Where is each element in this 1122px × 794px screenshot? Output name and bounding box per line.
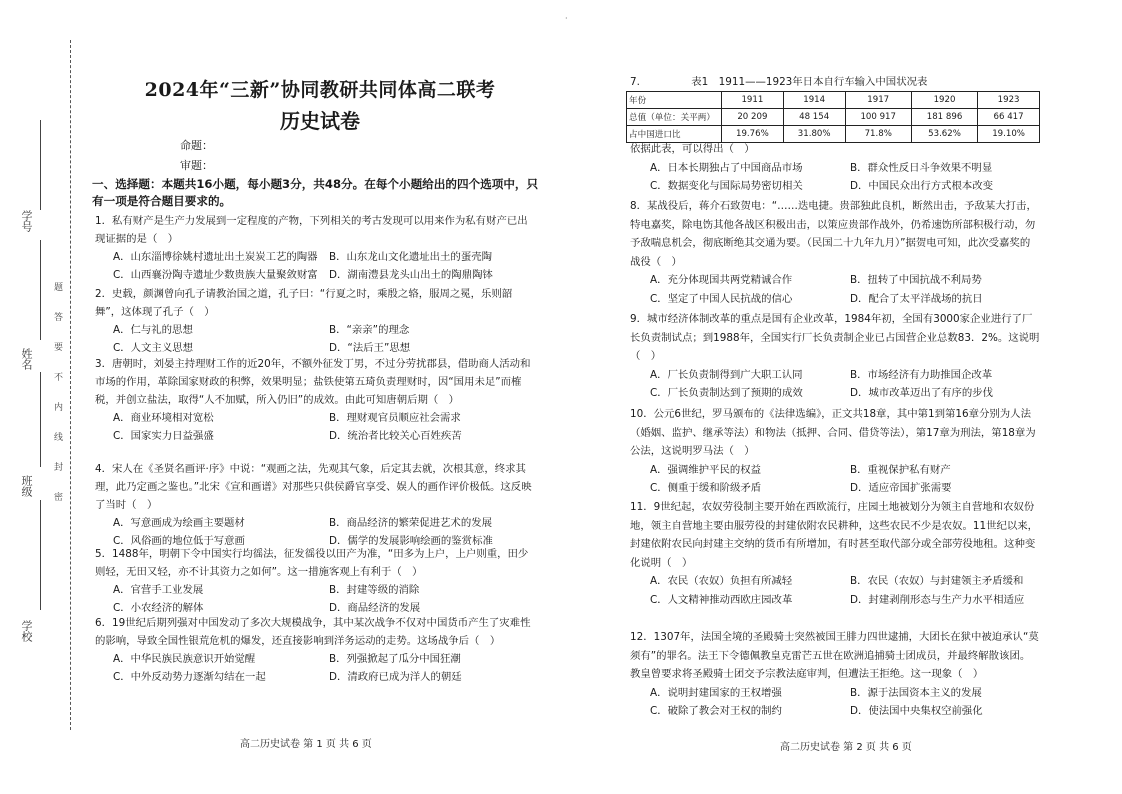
table-cell: 20 209 [722,109,784,126]
table-header-cell: 1923 [978,92,1040,109]
option-d[interactable]: D．中国民众出行方式根本改变 [850,180,994,192]
seal-char: 题 [54,283,64,293]
question-stem: 8．某战役后，蒋介石致贺电：“……迭电捷。贵部独此良机，断然出击，予敌某大打击，特电嘉奖，除电饬其他各战区积极出击，以策应贵部作战外，仍希速饬所部积极行动，勿予敌喘息机会，彻底断绝其交通为要。（民国二十九年九月）”据贺电可知，此次受嘉奖的战役（ ） [630,200,1037,268]
binding-label-class: 班级 [20,475,33,497]
table-cell: 19.10% [978,126,1040,143]
exam-subject: 历史试卷 [280,109,360,133]
option-b[interactable]: B．群众性反日斗争效果不明显 [850,161,993,174]
fill-line-student-id[interactable] [40,120,41,210]
table-header-cell: 1917 [845,92,911,109]
table-cell: 53.62% [911,126,977,143]
table-cell: 100 917 [845,109,911,126]
table-cell: 66 417 [978,109,1040,126]
option-d[interactable]: D．适应帝国扩张需要 [850,482,952,494]
option-a[interactable]: A．充分体现国共两党精诚合作 [650,274,793,286]
question-5 [95,545,535,617]
binding-label-school: 学校 [20,620,33,642]
option-a[interactable]: A．写意画成为绘画主要题材 [113,517,245,529]
option-c[interactable]: C．中外反动势力逐渐勾结在一起 [113,671,266,683]
fill-line-name[interactable] [40,240,41,340]
question-stem: 4．宋人在《圣贤名画评·序》中说：“观画之法，先观其气象，后定其去就，次根其意，终求其理，此乃定画之鉴也。”北宋《宣和画谱》对那些只供侯爵官享受、娱人的画作评价极低。这反映了当时（ ） [95,463,532,511]
seal-char: 封 [54,463,64,473]
option-c[interactable]: C．人文主义思想 [113,342,193,354]
seal-char: 不 [54,373,64,383]
question-stem: 1．私有财产是生产力发展到一定程度的产物，下列相关的考古发现可以用来作为私有财产已出现证据的是（ ） [95,215,528,245]
option-a[interactable]: A．强调维护平民的权益 [650,463,762,476]
question-stem: 3．唐朝时，刘晏主持理财工作的近20年，不额外征发丁男，不过分劳扰郡县，借助商人活动和市场的作用，革除国家财政的积弊，效果明显；盐铁使第五琦负责理财时，因“国用未足”而榷税，并创立盐法，取得“人不加赋，所入仍旧”的成效。由此可知唐朝后期（ ） [95,358,531,406]
option-b[interactable]: B．理财观官员顺应社会需求 [329,412,461,424]
option-d[interactable]: D．城市改革迈出了有序的步伐 [850,387,994,399]
option-b[interactable]: B．“亲亲”的理念 [329,324,410,336]
question-3 [95,355,535,445]
binding-strip [0,0,78,794]
option-d[interactable]: D．商品经济的发展 [329,602,421,614]
table-cell: 48 154 [783,109,845,126]
scan-mark: · [565,14,568,23]
option-d[interactable]: D．使法国中央集权空前强化 [850,705,983,717]
seal-char: 密 [54,493,64,503]
question-8 [630,197,1040,308]
question-number: 7. [630,76,640,88]
reviewer-label: 审题： [180,159,213,172]
table-cell: 181 896 [911,109,977,126]
option-b[interactable]: B．扭转了中国抗战不利局势 [850,274,982,286]
seal-char: 要 [54,343,64,353]
fill-line-school[interactable] [40,500,41,610]
option-d[interactable]: D．“法后王”思想 [329,342,411,354]
fill-line-class[interactable] [40,372,41,467]
option-d[interactable]: D．儒学的发展影响绘画的鉴赏标准 [329,535,493,547]
bicycle-import-table [626,91,1040,143]
option-c[interactable]: C．破除了教会对王权的制约 [650,705,782,717]
question-stem: 5．1488年，明朝下令中国实行均徭法，征发徭役以田产为准，“田多为上户，上户则重，田少则轻，无田又轻，亦不计其资力之如何”。这一措施客观上有利于（ ） [95,548,529,578]
option-c[interactable]: C．山西襄汾陶寺遗址少数贵族大量聚敛财富 [113,269,318,281]
seal-char: 线 [54,433,64,443]
table-header-cell: 1911 [722,92,784,109]
seal-char: 答 [54,313,64,323]
question-stem: 12．1307年，法国全境的圣殿骑士突然被国王腓力四世逮捕，大团长在狱中被迫承认“莫须有”的罪名。法王下令德佩教皇克雷芒五世在欧洲追捕骑士团成员，并最终解散该团。教皇曾要求将圣殿骑士团交予宗教法庭审判，但遭法王拒绝。这一现象（ ） [630,631,1039,680]
option-b[interactable]: B．农民（农奴）与封建领主矛盾缓和 [850,575,1024,587]
table-cell: 71.8% [845,126,911,143]
section-heading: 一、选择题：本题共16小题，每小题3分，共48分。在每个小题给出的四个选项中，只有一项是符合题目要求的。 [92,177,539,208]
question-6 [95,614,535,686]
table-header-row [627,92,1040,109]
question-11 [630,498,1040,609]
option-c[interactable]: C．厂长负责制达到了预期的成效 [650,387,803,399]
option-c[interactable]: C．小农经济的解体 [113,602,204,614]
option-d[interactable]: D．配合了太平洋战场的抗日 [850,292,983,305]
table-row [627,109,1040,126]
option-a[interactable]: A．日本长期独占了中国商品市场 [650,161,803,174]
option-b[interactable]: B．山东龙山文化遗址出土的蛋壳陶 [329,251,492,263]
option-b[interactable]: B．市场经济有力助推国企改革 [850,368,993,381]
question-stem: 2．史载，颜渊曾向孔子请教治国之道，孔子曰：“行夏之时，乘殷之辂，服周之冕，乐则韶舞”，这体现了孔子（ ） [95,288,513,318]
question-stem: 11．9世纪起，农奴劳役制主要开始在西欧流行，庄园土地被划分为领主自营地和农奴份地，领主自营地主要由服劳役的封建依附农民耕种，这些农民不少是农奴。11世纪以来，封建依附农民向封建主交纳的货币有所增加，有时甚至取代部分或全部劳役地租。这种变化说明（ ） [630,501,1039,569]
table-cell: 总值（单位：关平两） [627,109,722,126]
question-stem: 10．公元6世纪，罗马颁布的《法律选编》，正文共18章，其中第1到第16章分别为人法（婚姻、监护、继承等法）和物法（抵押、合同、借贷等法），第17章为刑法，第18章为公法，这说明罗马法（ ） [630,408,1036,457]
option-c[interactable]: C．人文精神推动西欧庄园改革 [650,593,793,606]
option-a[interactable]: A．农民（农奴）负担有所减轻 [650,575,793,587]
option-a[interactable]: A．官营手工业发展 [113,584,204,596]
option-b[interactable]: B．封建等级的消除 [329,584,420,596]
question-9 [630,310,1040,403]
binding-label-name: 姓名 [20,348,33,370]
option-a[interactable]: A．仁与礼的思想 [113,324,193,336]
table-header-cell: 1914 [783,92,845,109]
page-footer: 高二历史试卷 第 1 页 共 6 页 [240,739,372,750]
binding-label-student-id: 学号 [20,210,33,232]
table-cell: 占中国进口比 [627,126,722,143]
option-a[interactable]: A．商业环境相对宽松 [113,412,214,424]
option-c[interactable]: C．国家实力日益强盛 [113,430,214,442]
table-cell: 19.76% [722,126,784,143]
option-a[interactable]: A．厂长负责制得到广大职工认同 [650,368,803,381]
question-stem: 9．城市经济体制改革的重点是国有企业改革，1984年初，全国有3000家企业进行了厂长负责制试点；到1988年，全国实行厂长负责制企业已占国营企业总数83．2%。这说明（ ） [630,313,1040,362]
question-stem: 6．19世纪后期列强对中国发动了多次大规模战争，其中某次战争不仅对中国货币产生了灾难性的影响，导致全国性银荒危机的爆发，还直接影响到洋务运动的走势。这场战争后（ ） [95,617,531,647]
option-d[interactable]: D．湖南澧县龙头山出土的陶鼎陶钵 [329,269,493,281]
binding-dashed-line [70,40,71,730]
option-b[interactable]: B．列强掀起了瓜分中国狂潮 [329,653,461,665]
page-footer: 高二历史试卷 第 2 页 共 6 页 [780,742,912,753]
option-b[interactable]: B．重视保护私有财产 [850,463,951,476]
question-2 [95,285,535,357]
option-a[interactable]: A．山东淄博徐姚村遗址出土炭炭工艺的陶器 [113,251,318,263]
question-12 [630,628,1040,721]
question-7 [630,140,1040,196]
table-cell: 31.80% [783,126,845,143]
table-header-cell: 1920 [911,92,977,109]
table-caption [630,73,1040,88]
option-c[interactable]: C．坚定了中国人民抗战的信心 [650,292,793,305]
table-title: 表1 1911——1923年日本自行车输入中国状况表 [691,76,928,88]
option-b[interactable]: B．商品经济的繁荣促进艺术的发展 [329,517,492,529]
question-4 [95,460,535,550]
option-b[interactable]: B．源于法国资本主义的发展 [850,686,982,699]
seal-char: 内 [54,403,64,413]
option-c[interactable]: C．数据变化与国际局势密切相关 [650,180,803,192]
table-header-cell: 年份 [627,92,722,109]
option-a[interactable]: A．说明封建国家的王权增强 [650,686,782,699]
question-10 [630,405,1040,498]
exam-title: 2024年“三新”协同教研共同体高二联考 [144,79,496,101]
option-c[interactable]: C．风俗画的地位低于写意画 [113,535,245,547]
question-stem: 依据此表，可以得出（ ） [630,143,755,155]
question-1 [95,212,535,284]
proposer-label: 命题： [180,139,213,152]
option-d[interactable]: D．统治者比较关心百姓疾苦 [329,430,462,442]
option-d[interactable]: D．封建剥削形态与生产力水平相适应 [850,593,1025,606]
option-a[interactable]: A．中华民族民族意识开始觉醒 [113,653,256,665]
option-c[interactable]: C．侧重于缓和阶级矛盾 [650,482,762,494]
option-d[interactable]: D．清政府已成为洋人的朝廷 [329,671,462,683]
